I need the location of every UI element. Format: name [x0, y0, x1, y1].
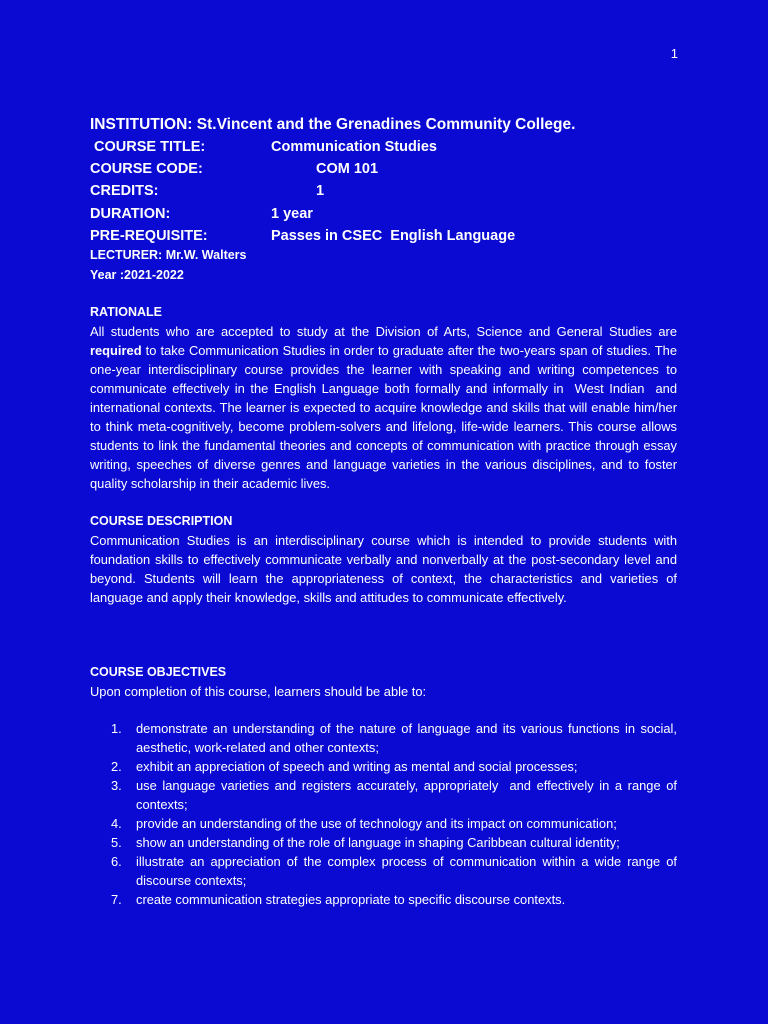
list-item-number: 1.	[111, 721, 122, 736]
prerequisite-row	[90, 228, 690, 244]
objectives-intro: Upon completion of this course, learners should be able to:	[90, 684, 427, 699]
year-line: Year :2021-2022	[90, 268, 184, 282]
list-item-number: 4.	[111, 816, 122, 831]
duration-label: DURATION:	[90, 206, 171, 222]
rationale-title: RATIONALE	[90, 305, 162, 319]
list-item	[90, 776, 681, 814]
list-item-text: create communication strategies appropriate to specific discourse contexts.	[136, 892, 566, 907]
list-item	[90, 890, 677, 909]
duration-value: 1 year	[271, 206, 313, 222]
institution-line: INSTITUTION: St.Vincent and the Grenadines Community College.	[90, 116, 576, 133]
rationale-paragraph	[90, 322, 681, 493]
list-item-text: show an understanding of the role of language in shaping Caribbean cultural identity;	[136, 835, 620, 850]
credits-row	[90, 183, 690, 199]
list-item-text: illustrate an appreciation of the complex process of communication within a wide range of discourse contexts;	[136, 854, 677, 888]
lecturer-line: LECTURER: Mr.W. Walters	[90, 248, 247, 262]
course-title-label: COURSE TITLE:	[90, 139, 206, 155]
rationale-text-end: to take Communication Studies in order to graduate after the two-years span of studies. The one-year interdisciplinary course provides the learner with speaking and writing competences to communicate effectively in the English Language both formally and informally in West Indian and international contexts. The learner is expected to acquire knowledge and skills that will enable him/her to think meta-cognitively, become problem-solvers and lifelong, life-wide learners. This course allows students to link the fundamental theories and concepts of communication with practice through essay writing, speeches of diverse genres and language varieties in the various disciplines, and to foster quality scholarship in their academic lives.	[90, 343, 681, 491]
prerequisite-value: Passes in CSEC English Language	[271, 228, 516, 244]
list-item	[90, 833, 677, 852]
list-item-number: 3.	[111, 778, 122, 793]
rationale-bold-word: required	[90, 343, 142, 358]
list-item-number: 6.	[111, 854, 122, 869]
list-item	[90, 719, 677, 757]
list-item-text: exhibit an appreciation of speech and writing as mental and social processes;	[136, 759, 578, 774]
description-paragraph: Communication Studies is an interdisciplinary course which is intended to provide students with foundation skills to effectively communicate verbally and nonverbally at the post-secondary level and beyond. Students will learn the appropriateness of context, the characteristics and varieties of language and apply their knowledge, skills and attitudes to communicate effectively.	[90, 533, 677, 605]
objectives-list	[90, 719, 681, 909]
course-title-row	[90, 139, 690, 155]
list-item	[90, 814, 677, 833]
page-number: 1	[670, 46, 678, 61]
objectives-title: COURSE OBJECTIVES	[90, 665, 227, 679]
duration-row	[90, 206, 690, 222]
course-code-label: COURSE CODE:	[90, 161, 203, 177]
list-item-number: 2.	[111, 759, 122, 774]
credits-value: 1	[316, 183, 325, 199]
credits-label: CREDITS:	[90, 183, 159, 199]
rationale-text-start: All students who are accepted to study at the Division of Arts, Science and General Studies are	[90, 324, 681, 339]
course-title-value: Communication Studies	[271, 139, 437, 155]
description-title: COURSE DESCRIPTION	[90, 514, 233, 528]
list-item-text: demonstrate an understanding of the nature of language and its various functions in social, aesthetic, work-related and other contexts;	[136, 721, 677, 755]
prerequisite-label: PRE-REQUISITE:	[90, 228, 208, 244]
list-item-text: provide an understanding of the use of technology and its impact on communication;	[136, 816, 617, 831]
list-item-number: 5.	[111, 835, 122, 850]
course-code-row	[90, 161, 690, 177]
list-item	[90, 852, 677, 890]
course-code-value: COM 101	[316, 161, 379, 177]
list-item-text: use language varieties and registers accurately, appropriately and effectively in a range of contexts;	[136, 778, 681, 812]
list-item	[90, 757, 677, 776]
list-item-number: 7.	[111, 892, 122, 907]
